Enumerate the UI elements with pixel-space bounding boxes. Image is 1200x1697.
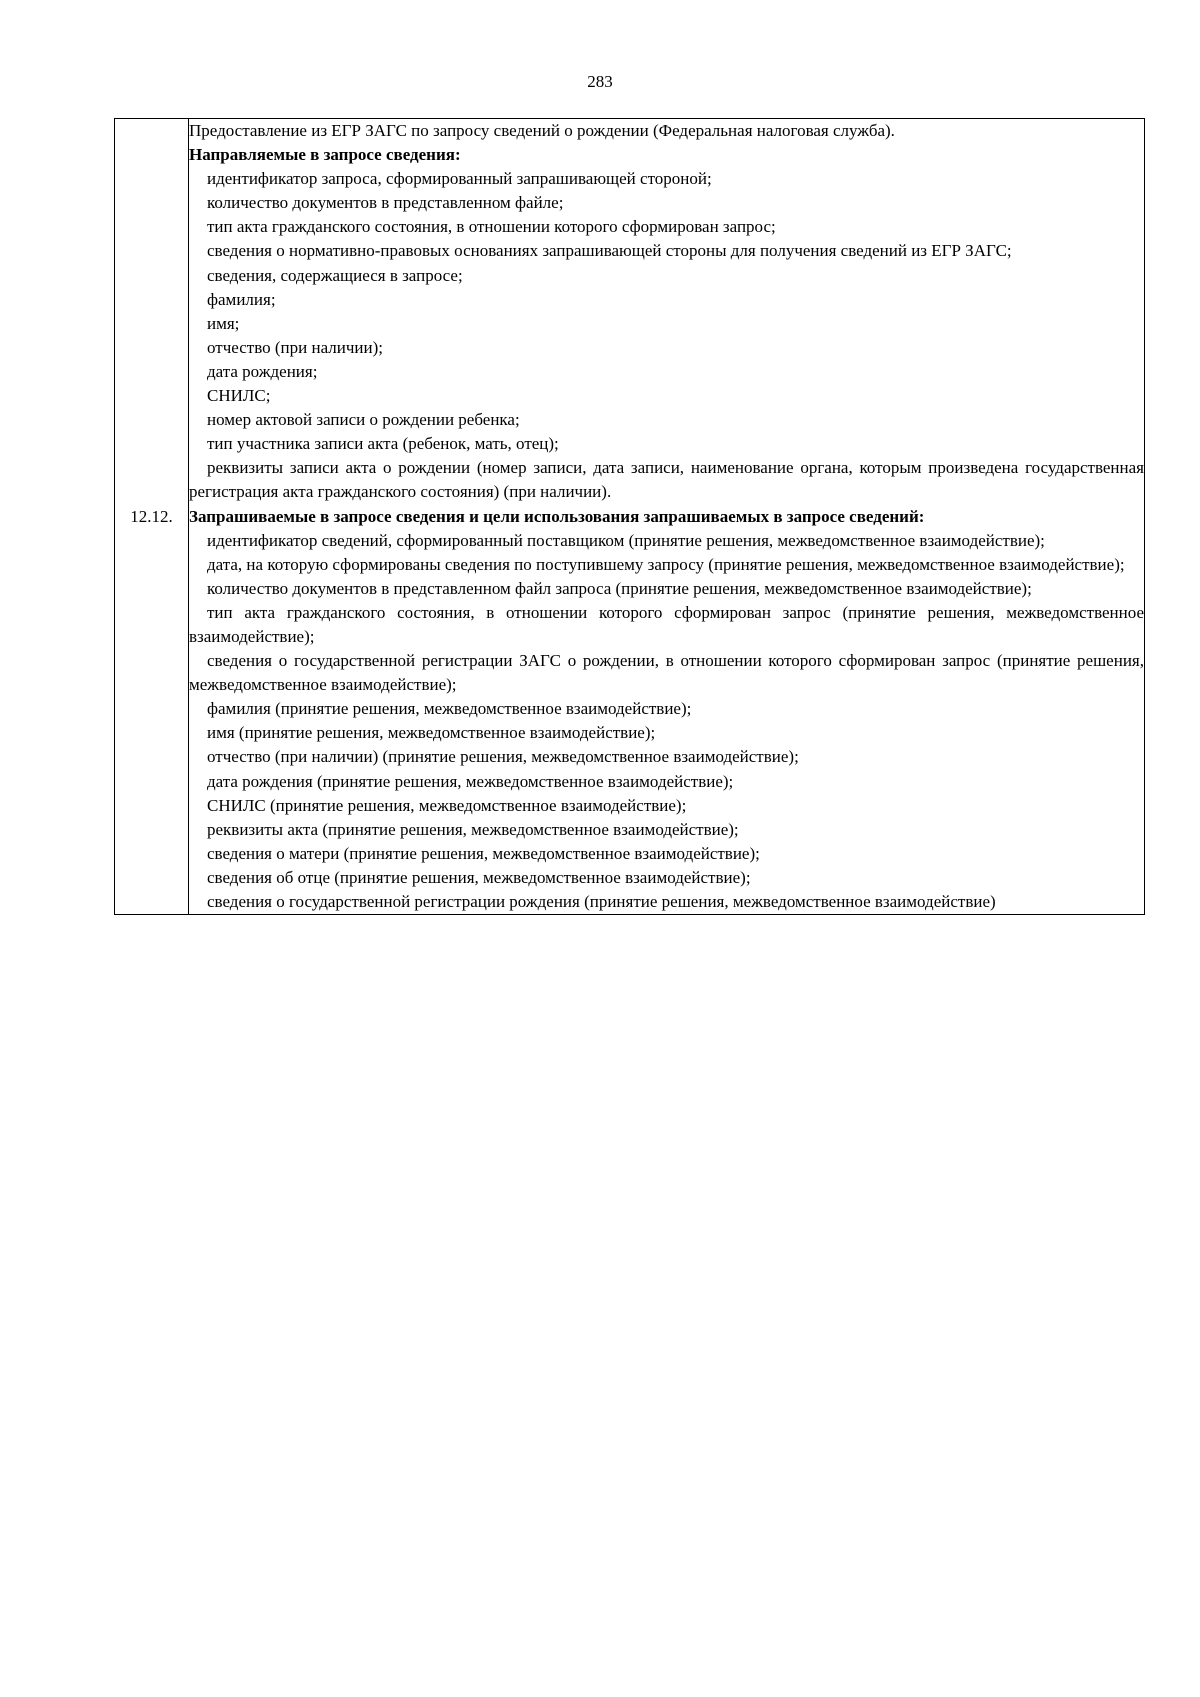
list-item: дата рождения (принятие решения, межведомственное взаимодействие); [207, 771, 734, 791]
section-title: Предоставление из ЕГР ЗАГС по запросу сведений о рождении (Федеральная налоговая служба). [189, 121, 895, 140]
list-item: тип акта гражданского состояния, в отношении которого сформирован запрос; [207, 217, 776, 237]
row-number: 12.12. [115, 119, 189, 915]
list-item: СНИЛС (принятие решения, межведомственное взаимодействие); [207, 795, 687, 815]
list-item: сведения, содержащиеся в запросе; [207, 265, 463, 285]
list-item: количество документов в представленном файл запроса (принятие решения, межведомственное взаимодействие); [207, 578, 1032, 598]
list-item: реквизиты акта (принятие решения, межведомственное взаимодействие); [207, 819, 739, 839]
list-item: сведения о государственной регистрации ЗАГС о рождении, в отношении которого сформирован запрос (принятие решения, межведомственное взаимодействие); [189, 651, 1144, 695]
page-number: 283 [587, 72, 613, 91]
list-item: количество документов в представленном файле; [207, 193, 564, 213]
list-item: сведения о нормативно-правовых основаниях запрашивающей стороны для получения сведений из ЕГР ЗАГС; [207, 241, 1012, 261]
list-item: дата рождения; [207, 361, 318, 381]
list-item: СНИЛС; [207, 386, 271, 406]
sent-fields-heading: Направляемые в запросе сведения: [189, 145, 461, 165]
document-table [114, 118, 1145, 915]
list-item: дата, на которую сформированы сведения по поступившему запросу (принятие решения, межведомственное взаимодействие); [207, 554, 1125, 574]
list-item: тип участника записи акта (ребенок, мать, отец); [207, 434, 559, 454]
list-item: идентификатор сведений, сформированный поставщиком (принятие решения, межведомственное взаимодействие); [207, 530, 1045, 550]
table-row [115, 119, 1145, 915]
list-item: фамилия (принятие решения, межведомственное взаимодействие); [207, 699, 692, 719]
row-content [189, 119, 1145, 915]
requested-fields-heading: Запрашиваемые в запросе сведения и цели использования запрашиваемых в запросе сведений: [189, 506, 925, 526]
list-item: фамилия; [207, 289, 276, 309]
list-item: сведения о государственной регистрации рождения (принятие решения, межведомственное взаимодействие) [207, 892, 996, 911]
list-item: тип акта гражданского состояния, в отношении которого сформирован запрос (принятие решения, межведомственное взаимодействие); [189, 602, 1144, 646]
list-item: номер актовой записи о рождении ребенка; [207, 410, 520, 430]
list-item: имя (принятие решения, межведомственное взаимодействие); [207, 723, 656, 743]
list-item: реквизиты записи акта о рождении (номер записи, дата записи, наименование органа, которым произведена государственная регистрация акта гражданского состояния) (при наличии). [189, 458, 1144, 502]
list-item: имя; [207, 313, 240, 333]
list-item: сведения о матери (принятие решения, межведомственное взаимодействие); [207, 843, 760, 863]
list-item: идентификатор запроса, сформированный запрашивающей стороной; [207, 169, 712, 189]
list-item: отчество (при наличии) (принятие решения, межведомственное взаимодействие); [207, 747, 799, 767]
list-item: сведения об отце (принятие решения, межведомственное взаимодействие); [207, 867, 751, 887]
list-item: отчество (при наличии); [207, 337, 383, 357]
